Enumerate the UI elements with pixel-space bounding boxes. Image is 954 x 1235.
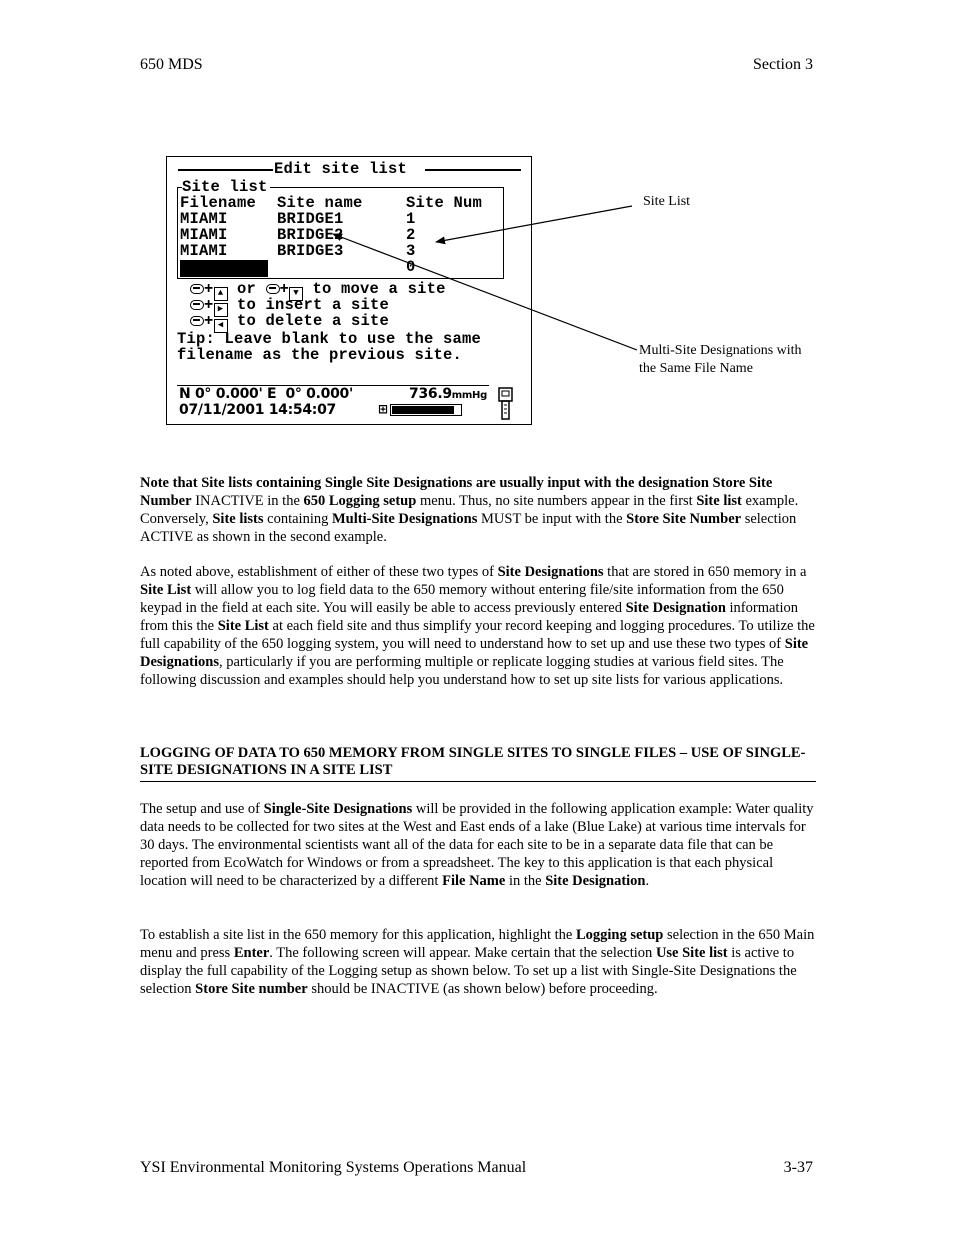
paragraph-2: As noted above, establishment of either of these two types of Site Designations that are stored in 650 memory in a Site List will allow you to log field data to the 650 memory without entering file/site information from the 650 keypad in the field at each site. You will easily be able to access previously entered Site Designation information from this the Site List at each field site and thus simplify your record keeping and logging procedures. To utilize the full capability of the 650 logging system, you will need to understand how to set up and use these two types of Site Designations, particularly if you are performing multiple or replicate logging studies at various field sites. The following discussion and examples should help you understand how to set up site lists for various applications. [140, 564, 815, 688]
annotation-multi-site-2: the Same File Name [639, 361, 753, 376]
section-heading: LOGGING OF DATA TO 650 MEMORY FROM SINGLE SITES TO SINGLE FILES – USE OF SINGLE-SITE DESIGNATIONS IN A SITE LIST [140, 745, 806, 778]
header-section: Section 3 [753, 56, 813, 73]
annotation-multi-site-1: Multi-Site Designations with [639, 343, 802, 358]
instr-delete: + ◀ to delete a site [190, 313, 389, 333]
tip-line-1: Tip: Leave blank to use the same [177, 330, 482, 348]
col-site-num: Site Num [406, 194, 483, 212]
row-site-num: 1 [406, 210, 416, 228]
heading-rule [140, 781, 816, 782]
paragraph-4: To establish a site list in the 650 memory for this application, highlight the Logging setup selection in the 650 Main menu and press Enter. The following screen will appear. Make certain that the selection Use Site list is active to display the full capability of the Logging setup as shown below. To set up a list with Single-Site Designations the selection Store Site number should be INACTIVE (as shown below) before proceeding. [140, 927, 815, 997]
row-site-name: BRIDGE2 [277, 226, 344, 244]
row-filename: MIAMI [180, 226, 228, 244]
datetime-readout: 07/11/2001 14:54:07 [179, 402, 336, 418]
row-filename: MIAMI [180, 242, 228, 260]
header-title: 650 MDS [140, 56, 203, 73]
col-site-name: Site name [277, 194, 363, 212]
row-site-num: 2 [406, 226, 416, 244]
gps-readout: N 0° 0.000' E 0° 0.000' [179, 386, 353, 402]
battery-icon: ⊞ [378, 402, 388, 416]
annotation-site-list: Site List [643, 194, 691, 209]
blank-row-num: 0 [406, 258, 416, 276]
up-arrow-icon: ▲ [214, 287, 228, 301]
row-filename: MIAMI [180, 210, 228, 228]
row-site-num: 3 [406, 242, 416, 260]
instr-move: + ▲ or + ▼ to move a site [190, 281, 446, 301]
row-site-name: BRIDGE3 [277, 242, 344, 260]
instr-insert: + ▶ to insert a site [190, 297, 389, 317]
col-filename: Filename [180, 194, 257, 212]
left-arrow-icon: ◀ [214, 319, 228, 333]
pressure-readout: 736.9mmHg [409, 386, 487, 402]
site-list-label: Site list [182, 178, 268, 196]
footer-manual-title: YSI Environmental Monitoring Systems Operations Manual [140, 1159, 527, 1176]
paragraph-1: Note that Site lists containing Single Site Designations are usually input with the designation Store Site Number INACTIVE in the 650 Logging setup menu. Thus, no site numbers appear in the first Site list example. Conversely, Site lists containing Multi-Site Designations MUST be input with the Store Site Number selection ACTIVE as shown in the second example. [140, 475, 799, 545]
paragraph-3: The setup and use of Single-Site Designations will be provided in the following application example: Water quality data needs to be collected for two sites at the West and East ends of a lake (Blue Lake) at various time intervals for 30 days. The environmental scientists want all of the data for each site to be in a separate data file that can be reported from EcoWatch for Windows or from a spreadsheet. The key to this application is that each physical location will need to be characterized by a different File Name in the Site Designation. [140, 801, 814, 889]
page-number: 3-37 [783, 1159, 813, 1176]
row-site-name: BRIDGE1 [277, 210, 344, 228]
tip-line-2: filename as the previous site. [177, 346, 463, 364]
screen-title: Edit site list [274, 160, 408, 178]
down-arrow-icon: ▼ [289, 287, 303, 301]
right-arrow-icon: ▶ [214, 303, 228, 317]
